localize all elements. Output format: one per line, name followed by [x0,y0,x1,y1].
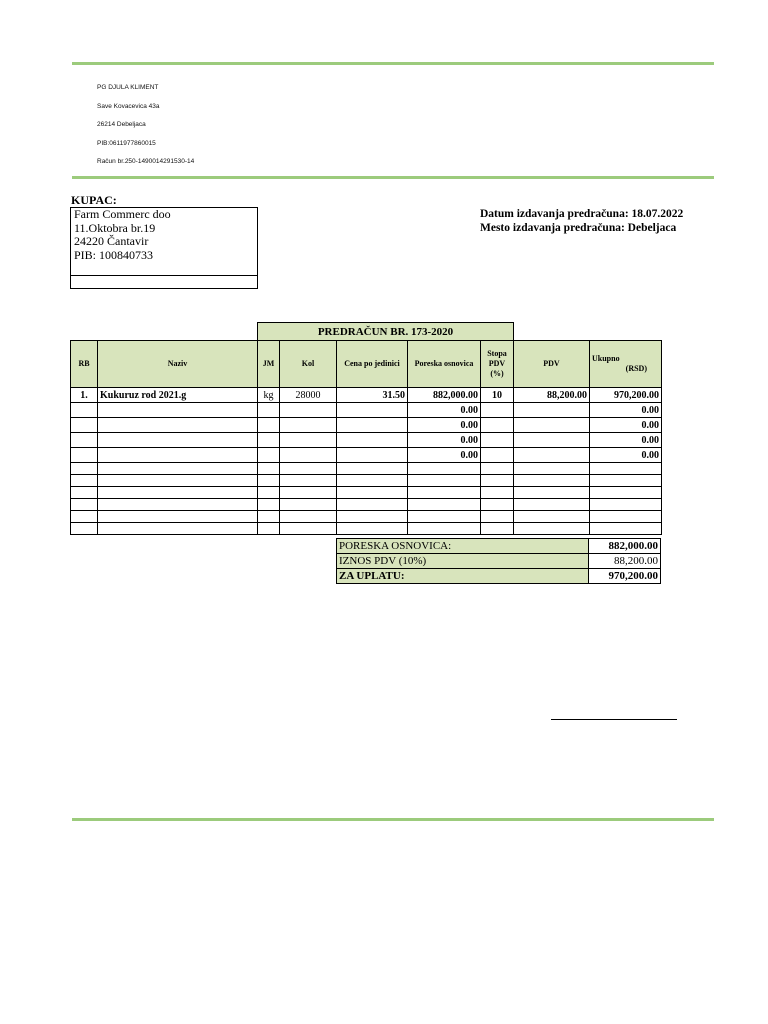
pay-value: 970,200.00 [589,569,661,584]
cell-ukupno: 970,200.00 [590,388,662,403]
base-value: 882,000.00 [589,539,661,554]
col-header-ukupno [590,341,662,388]
buyer-pib: PIB: 100840733 [74,247,154,262]
buyer-name: Farm Commerc doo [74,207,171,221]
buyer-street: 11.Oktobra br.19 [74,220,156,235]
issuer-pib: PIB:0611977860015 [97,139,156,147]
cell-poreska: 0.00 [408,418,481,433]
cell-stopa: 10 [481,388,514,403]
issuer-street: Save Kovacevica 43a [97,102,160,110]
table-row-empty [71,523,662,535]
totals-table [336,538,661,584]
table-row [71,418,662,433]
cell-ukupno: 0.00 [590,433,662,448]
issuer-city: 26214 Debeljaca [97,121,146,128]
cell-ukupno: 0.00 [590,448,662,463]
cell-cena: 31.50 [337,388,408,403]
col-header-naziv: Naziv [98,341,258,388]
header-top-rule [72,62,714,65]
signature-line [551,719,677,720]
cell-naziv: Kukuruz rod 2021.g [98,388,258,403]
totals-row-base [337,539,661,554]
table-row-empty [71,463,662,475]
table-row [71,403,662,418]
table-row-empty [71,499,662,511]
col-header-poreska: Poreska osnovica [408,341,481,388]
table-header-row [71,341,662,388]
buyer-box [70,207,258,289]
cell-ukupno: 0.00 [590,418,662,433]
table-row [71,448,662,463]
col-header-stopa: Stopa PDV (%) [481,341,514,388]
cell-poreska: 0.00 [408,433,481,448]
issue-place: Mesto izdavanja predračuna: Debeljaca [480,222,677,234]
totals-row-pay [337,569,661,584]
buyer-label: KUPAC: [71,193,117,207]
cell-ukupno: 0.00 [590,403,662,418]
header-bottom-rule [72,176,714,179]
table-row [71,388,662,403]
cell-kol: 28000 [280,388,337,403]
footer-rule [72,818,714,821]
cell-poreska: 0.00 [408,448,481,463]
invoice-meta [480,207,683,235]
col-header-pdv: PDV [514,341,590,388]
pay-label: ZA UPLATU: [337,569,589,584]
cell-poreska: 882,000.00 [408,388,481,403]
invoice-title: PREDRAČUN BR. 173-2020 [257,322,514,342]
issuer-account: Račun br.250-1490014291530-14 [97,158,195,165]
totals-row-vat [337,554,661,569]
buyer-box-divider [71,275,257,276]
table-row-empty [71,511,662,523]
table-row [71,433,662,448]
col-header-kol: Kol [280,341,337,388]
cell-poreska: 0.00 [408,403,481,418]
col-header-jm: JM [258,341,280,388]
vat-label: IZNOS PDV (10%) [337,554,589,569]
issuer-block [97,79,194,172]
col-header-ukupno-line1: Ukupno [592,354,620,363]
table-row-empty [71,475,662,487]
cell-jm: kg [258,388,280,403]
base-label: PORESKA OSNOVICA: [337,539,589,554]
table-row-empty [71,487,662,499]
items-table [70,340,662,535]
cell-rb: 1. [71,388,98,403]
col-header-rb: RB [71,341,98,388]
issue-date: Datum izdavanja predračuna: 18.07.2022 [480,208,684,220]
buyer-city: 24220 Čantavir [74,234,149,248]
vat-value: 88,200.00 [589,554,661,569]
col-header-cena: Cena po jedinici [337,341,408,388]
col-header-ukupno-line2: (RSD) [625,364,647,373]
issuer-name: PG DJULA KLIMENT [97,84,159,91]
cell-pdv: 88,200.00 [514,388,590,403]
